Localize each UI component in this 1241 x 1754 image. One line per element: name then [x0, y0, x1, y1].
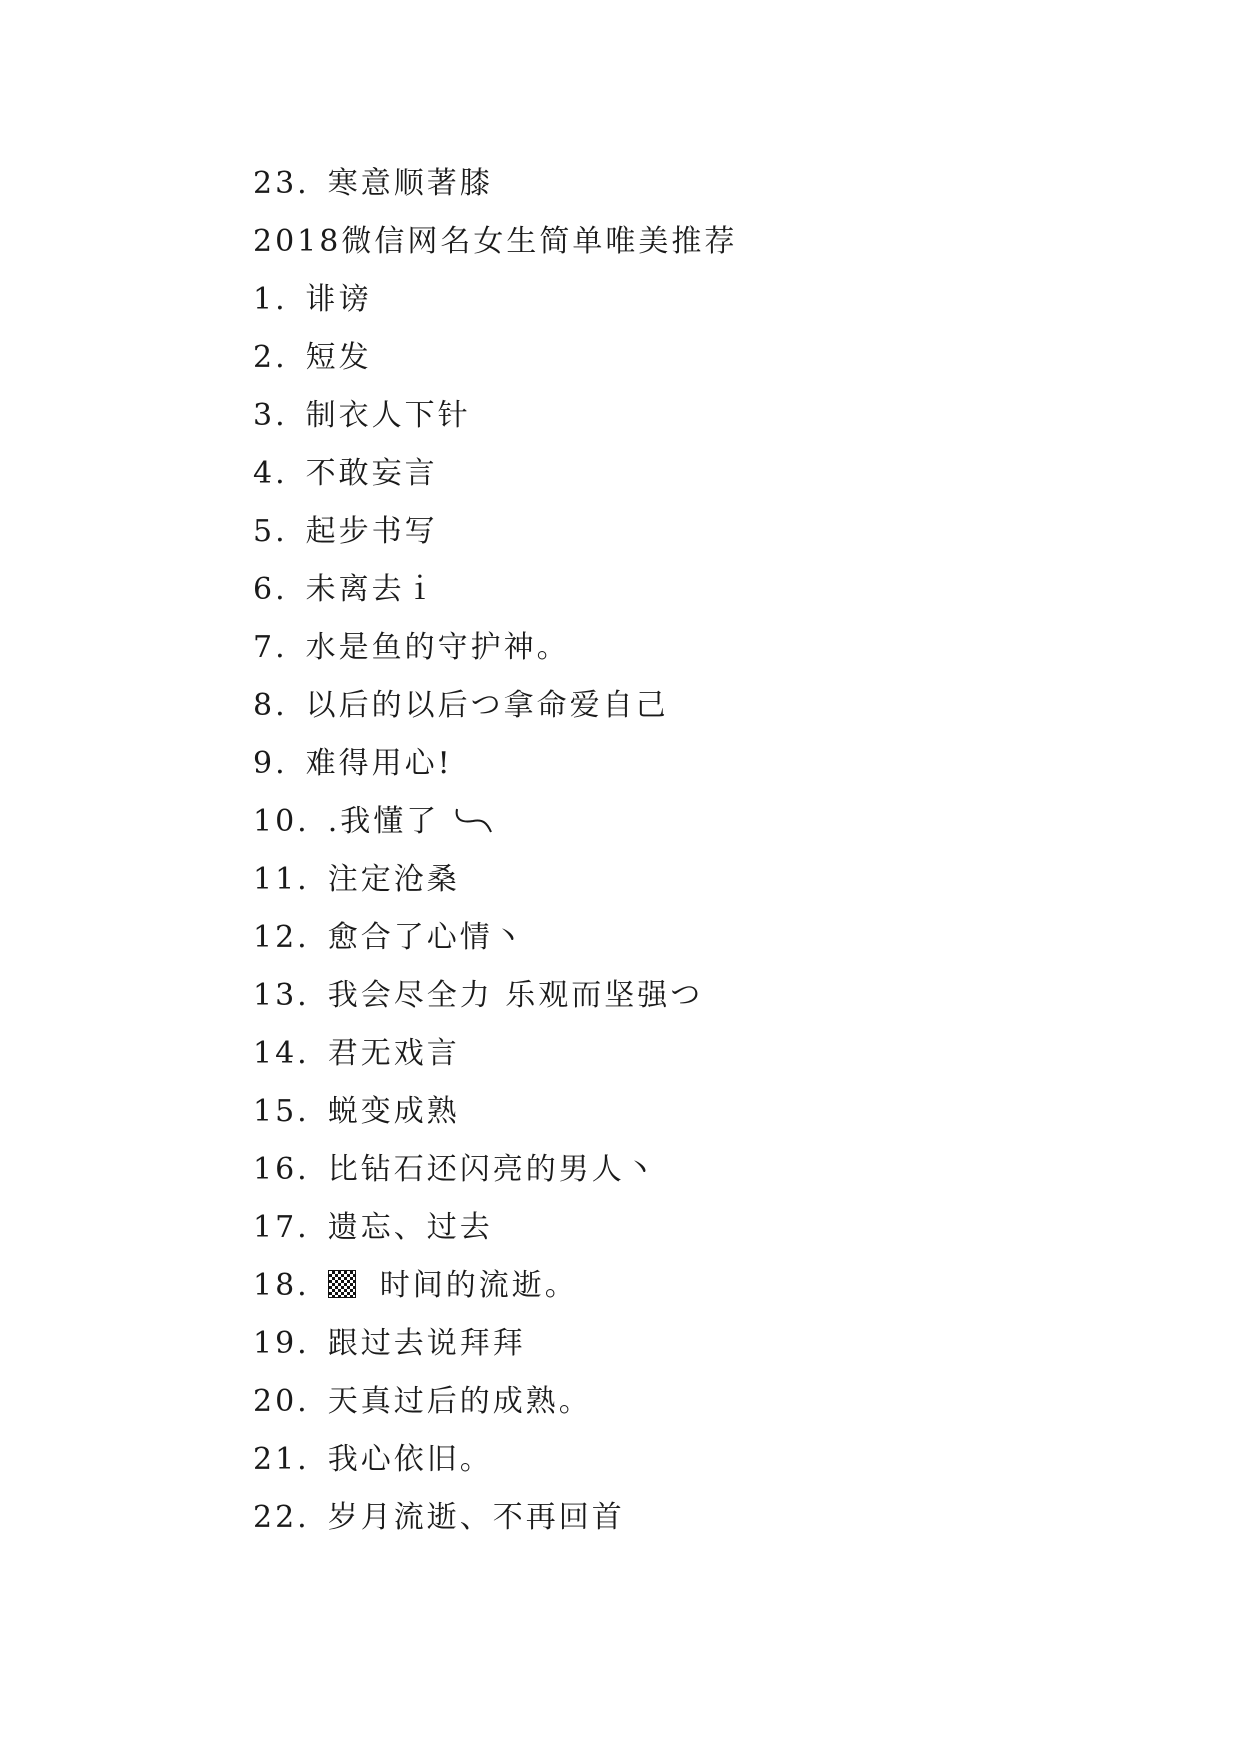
item-number: 14. [253, 1036, 310, 1071]
list-item [253, 1489, 1153, 1547]
item-text: 愈合了心情丶 [327, 920, 526, 955]
item-number: 22. [253, 1500, 310, 1535]
item-text: 天真过后的成熟。 [327, 1384, 592, 1419]
list-item [253, 851, 1153, 909]
list-item [253, 445, 1153, 503]
list-item [253, 1373, 1153, 1431]
item-text: 难得用心! [305, 746, 453, 781]
item-number: 13. [253, 978, 310, 1013]
list-item [253, 677, 1153, 735]
item-number: 9. [253, 746, 288, 781]
item-text: .我懂了 [327, 804, 440, 839]
item-number: 1. [253, 282, 288, 317]
item-text: 起步书写 [305, 514, 438, 549]
list-item [253, 503, 1153, 561]
item-text: 寒意顺著膝 [327, 166, 493, 201]
item-text: 比钻石还闪亮的男人丶 [327, 1152, 658, 1187]
item-number: 21. [253, 1442, 310, 1477]
list-item [253, 967, 1153, 1025]
item-text: 短发 [305, 340, 372, 375]
list-item [253, 329, 1153, 387]
list-item [253, 1257, 1153, 1315]
item-text: 注定沧桑 [327, 862, 460, 897]
item-text: 我心依旧。 [327, 1442, 493, 1477]
item-number: 8. [253, 688, 288, 723]
checker-pattern-icon [328, 1270, 356, 1298]
list-item [253, 793, 1153, 851]
item-number: 10. [253, 804, 310, 839]
item-text: 未离去ｉ [305, 572, 438, 607]
item-text: 制衣人下针 [305, 398, 471, 433]
list-item [253, 1199, 1153, 1257]
item-number: 19. [253, 1326, 310, 1361]
item-number: 5. [253, 514, 288, 549]
item-text: 岁月流逝、不再回首 [327, 1500, 625, 1535]
item-number: 6. [253, 572, 288, 607]
item-number: 18. [253, 1268, 310, 1303]
item-text: 遗忘、过去 [327, 1210, 493, 1245]
list-item [253, 155, 1153, 213]
section-heading: 2018微信网名女生简单唯美推荐 [253, 224, 738, 259]
item-text: 蜕变成熟 [327, 1094, 460, 1129]
list-item [253, 619, 1153, 677]
item-number: 16. [253, 1152, 310, 1187]
item-text: 不敢妄言 [305, 456, 438, 491]
curve-squiggle-icon [453, 805, 495, 835]
item-number: 20. [253, 1384, 310, 1419]
item-text: 水是鱼的守护神。 [305, 630, 570, 665]
item-number: 7. [253, 630, 288, 665]
item-number: 3. [253, 398, 288, 433]
item-number: 4. [253, 456, 288, 491]
item-number: 23. [253, 166, 310, 201]
name-list [253, 155, 1153, 1547]
list-item [253, 271, 1153, 329]
list-item [253, 1141, 1153, 1199]
item-text: 诽谤 [305, 282, 372, 317]
item-text: 君无戏言 [327, 1036, 460, 1071]
list-item [253, 1431, 1153, 1489]
list-item [253, 561, 1153, 619]
item-number: 12. [253, 920, 310, 955]
item-text: 以后的以后つ拿命爱自己 [305, 688, 669, 723]
list-item [253, 1315, 1153, 1373]
list-item [253, 1083, 1153, 1141]
list-item [253, 909, 1153, 967]
item-text: 跟过去说拜拜 [327, 1326, 526, 1361]
list-item [253, 1025, 1153, 1083]
item-text: 我会尽全力 乐观而坚强つ [327, 978, 704, 1013]
list-item [253, 735, 1153, 793]
item-text: 时间的流逝。 [379, 1268, 578, 1303]
item-number: 17. [253, 1210, 310, 1245]
item-number: 15. [253, 1094, 310, 1129]
item-number: 2. [253, 340, 288, 375]
list-item [253, 387, 1153, 445]
item-number: 11. [253, 862, 310, 897]
